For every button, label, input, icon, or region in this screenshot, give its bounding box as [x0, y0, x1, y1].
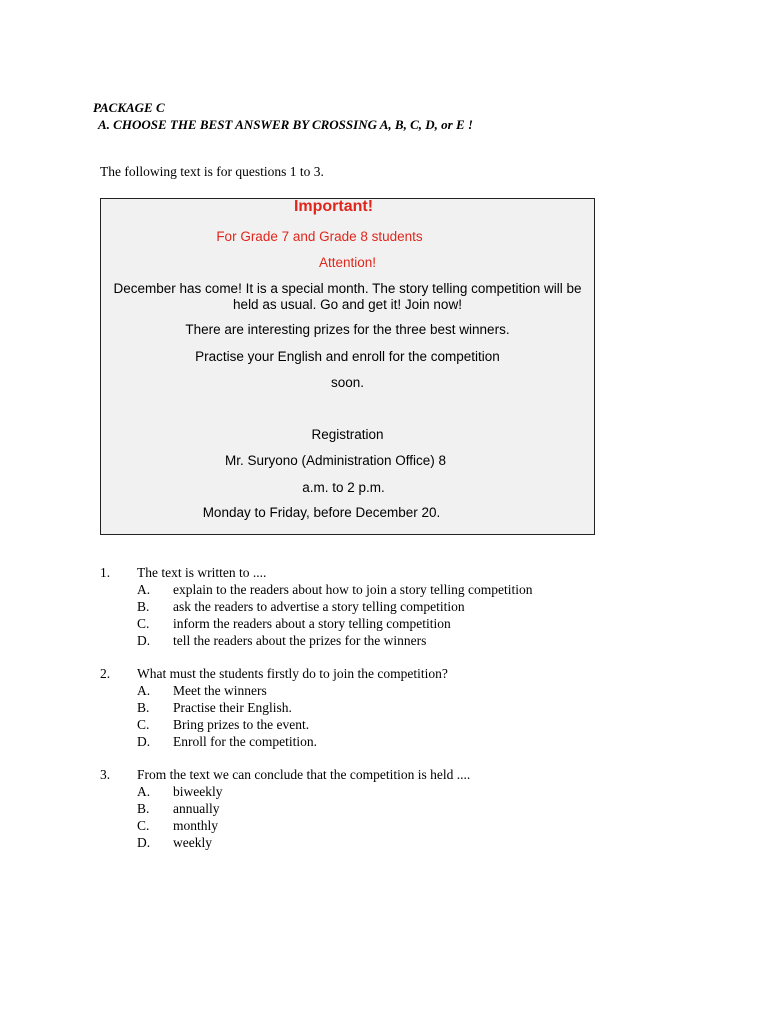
option-letter[interactable]: B.	[137, 700, 150, 715]
option-letter[interactable]: D.	[137, 633, 151, 648]
notice-content	[100, 198, 595, 535]
option-text: monthly	[173, 818, 219, 833]
question-number: 2.	[100, 666, 111, 681]
package-label: PACKAGE C	[93, 100, 165, 115]
option-letter[interactable]: D.	[137, 734, 151, 749]
option-letter[interactable]: A.	[137, 582, 151, 597]
question-text: What must the students firstly do to join the competition?	[137, 666, 448, 681]
intro-text: The following text is for questions 1 to 3.	[100, 164, 324, 179]
option-letter[interactable]: D.	[137, 835, 151, 850]
notice-registration-label: Registration	[311, 427, 384, 442]
option-text: Practise their English.	[173, 700, 292, 715]
option-letter[interactable]: B.	[137, 599, 150, 614]
notice-practise-line2: soon.	[330, 375, 365, 390]
notice-attention: Attention!	[318, 255, 377, 270]
notice-body-line1: December has come! It is a special month. The story telling competition will be	[113, 281, 582, 296]
option-letter[interactable]: B.	[137, 801, 150, 816]
question-number: 1.	[100, 565, 111, 580]
notice-prizes: There are interesting prizes for the three best winners.	[185, 322, 510, 337]
option-text: annually	[173, 801, 220, 816]
option-text: tell the readers about the prizes for the winners	[173, 633, 427, 648]
notice-schedule: Monday to Friday, before December 20.	[202, 505, 441, 520]
notice-practise-line1: Practise your English and enroll for the competition	[195, 349, 500, 364]
question-text: The text is written to ....	[137, 565, 267, 580]
notice-contact-line1: Mr. Suryono (Administration Office) 8	[224, 453, 447, 468]
option-letter[interactable]: C.	[137, 717, 150, 732]
instruction-heading: A. CHOOSE THE BEST ANSWER BY CROSSING A, B, C, D, or E !	[98, 117, 473, 132]
question-text: From the text we can conclude that the competition is held ....	[137, 767, 471, 782]
option-text: Meet the winners	[173, 683, 267, 698]
question-number: 3.	[100, 767, 111, 782]
notice-body-line2: held as usual. Go and get it! Join now!	[233, 297, 462, 312]
notice-audience: For Grade 7 and Grade 8 students	[216, 229, 423, 244]
option-letter[interactable]: C.	[137, 818, 150, 833]
option-letter[interactable]: A.	[137, 683, 151, 698]
option-text: weekly	[173, 835, 212, 850]
option-text: explain to the readers about how to join a story telling competition	[173, 582, 533, 597]
option-text: inform the readers about a story telling competition	[173, 616, 451, 631]
option-text: Bring prizes to the event.	[173, 717, 310, 732]
option-letter[interactable]: A.	[137, 784, 151, 799]
option-letter[interactable]: C.	[137, 616, 150, 631]
notice-contact-line2: a.m. to 2 p.m.	[302, 480, 385, 495]
notice-title: Important!	[293, 198, 374, 215]
option-text: biweekly	[173, 784, 223, 799]
option-text: Enroll for the competition.	[173, 734, 317, 749]
option-text: ask the readers to advertise a story telling competition	[173, 599, 465, 614]
